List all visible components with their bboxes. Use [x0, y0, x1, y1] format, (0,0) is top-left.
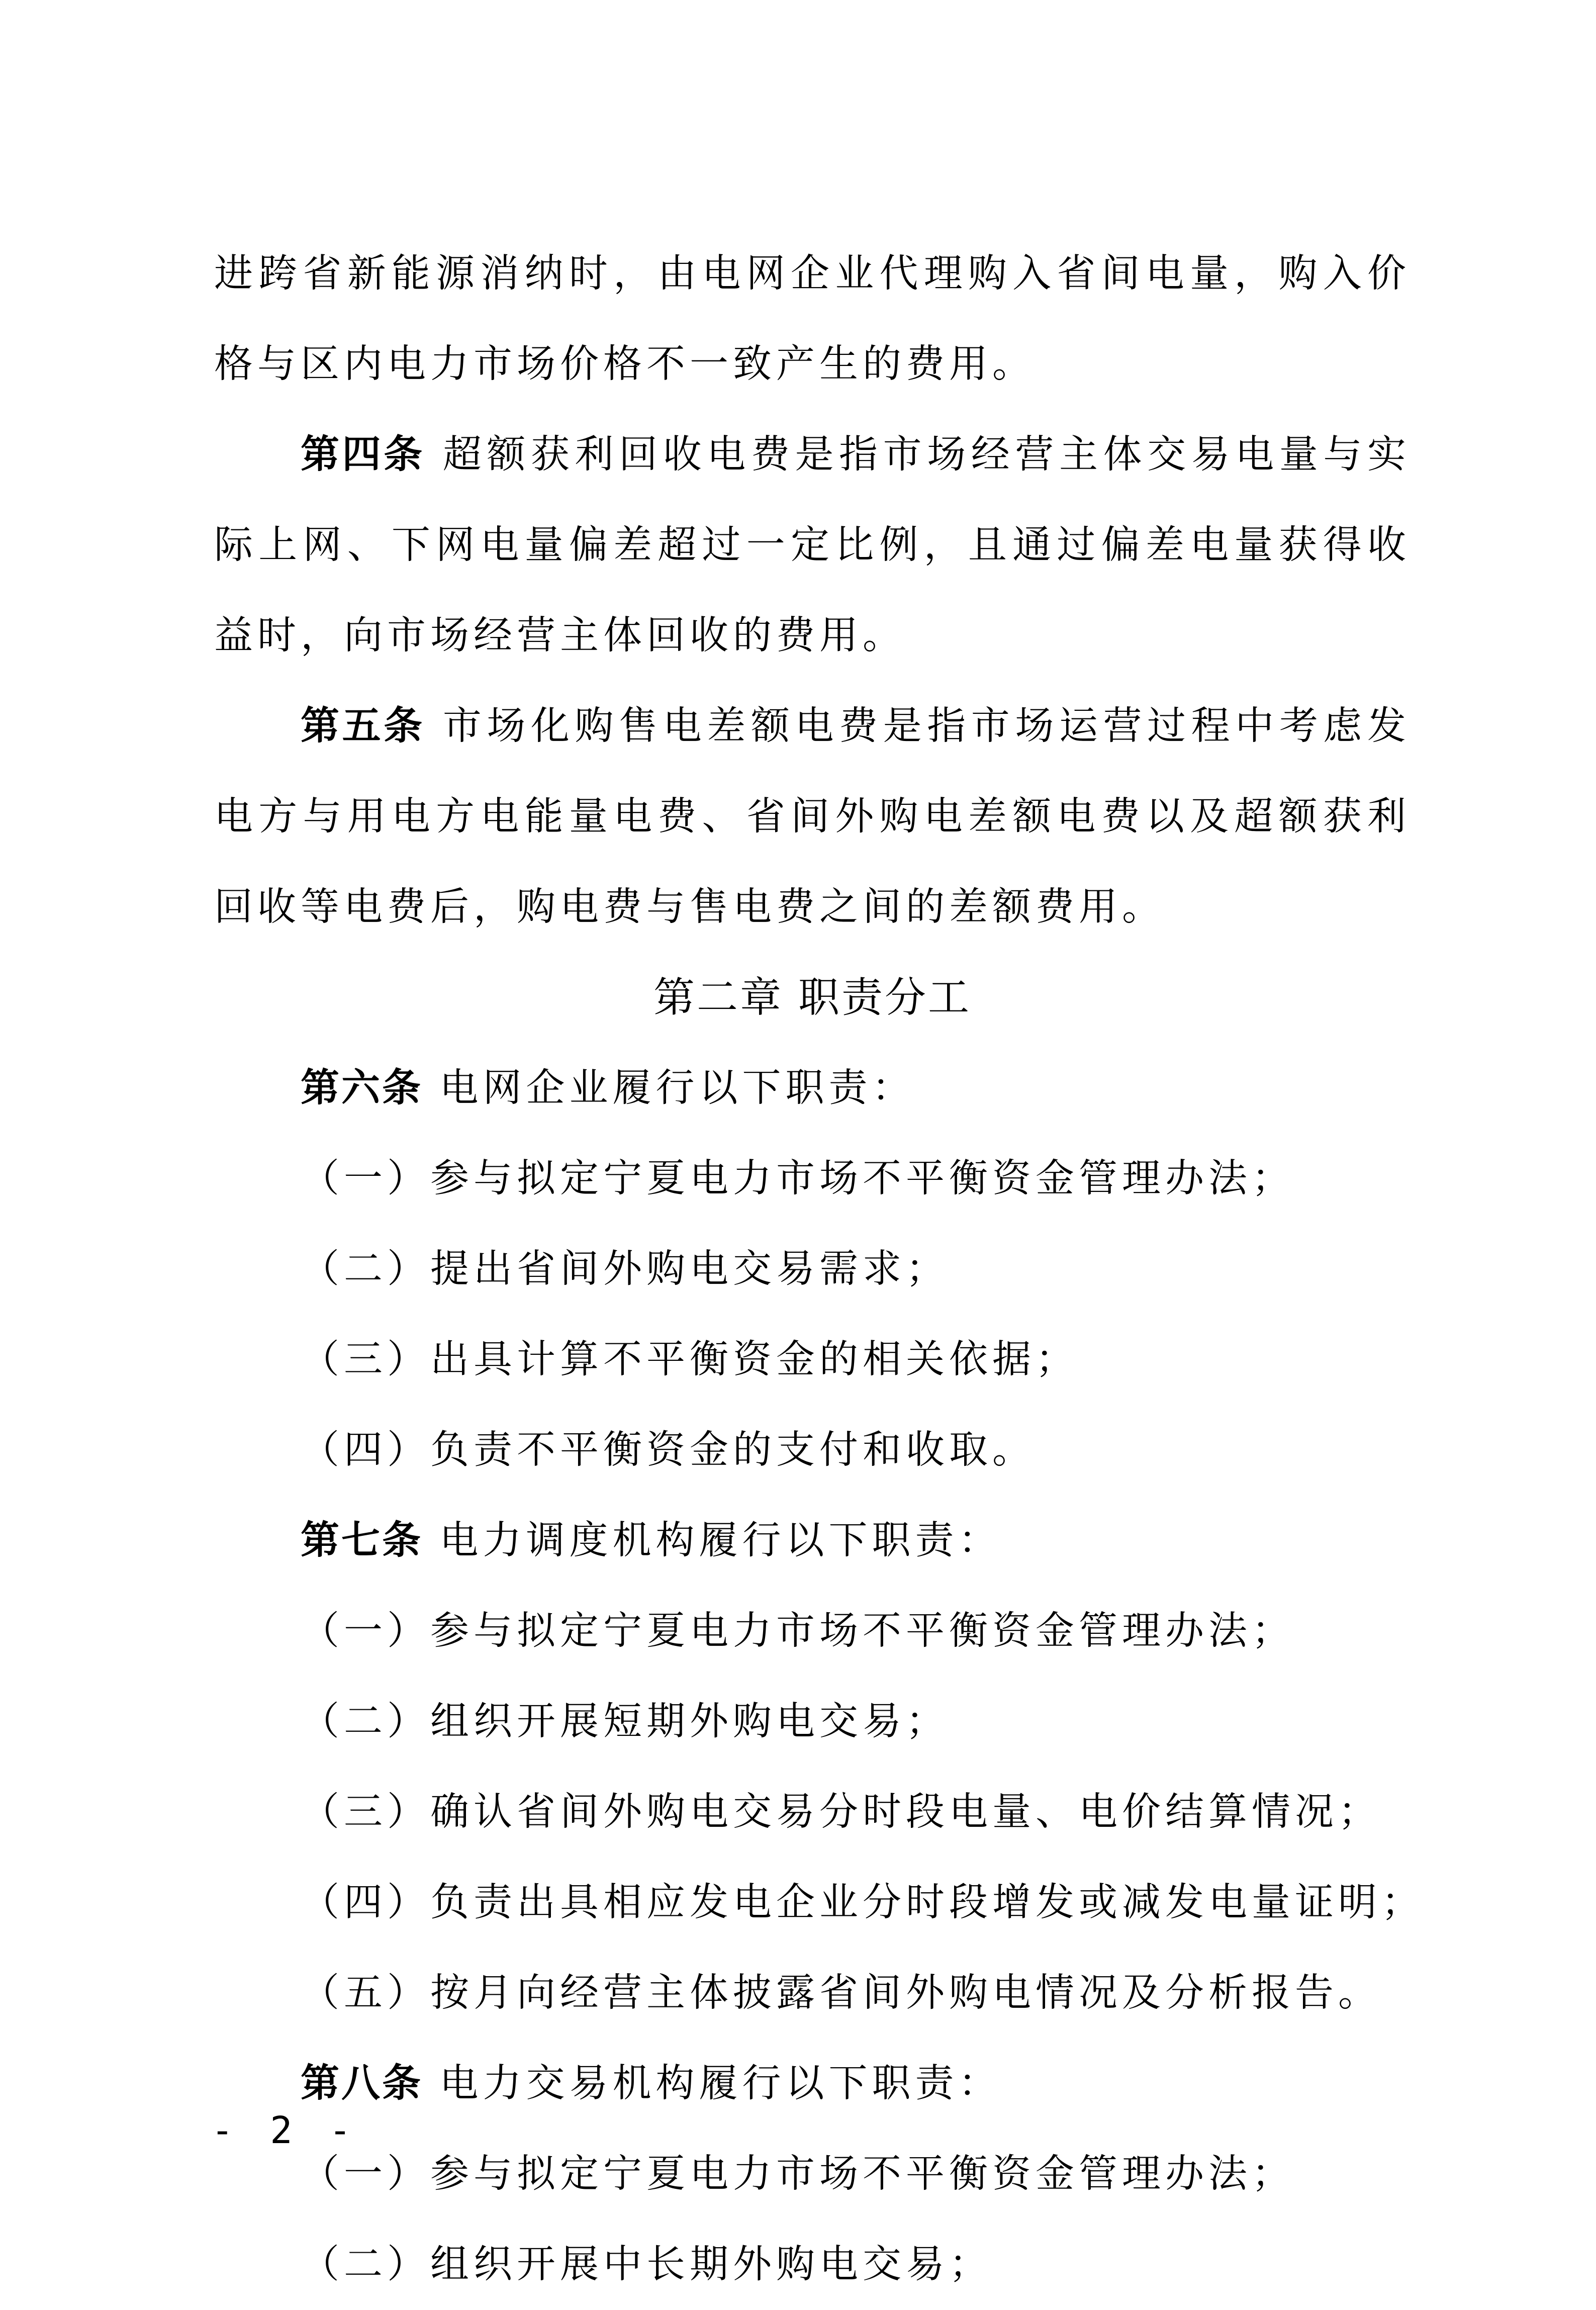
article-5-text: 市场化购售电差额电费是指市场运营过程中考虑发电方与用电方电能量电费、省间外购电差额电费以及超额获利回收等电费后，购电费与售电费之间的差额费用。 — [214, 704, 1411, 930]
chapter-title: 职责分工 — [798, 974, 972, 1022]
list-item: （五）按月向经营主体披露省间外购电情况及分析报告。 — [301, 1971, 1381, 2015]
paragraph-text: 进跨省新能源消纳时，由电网企业代理购入省间电量，购入价格与区内电力市场价格不一致产生的费用。 — [214, 251, 1411, 387]
list-item: （一）参与拟定宁夏电力市场不平衡资金管理办法； — [301, 2152, 1295, 2196]
chapter-number: 第二章 — [653, 974, 783, 1022]
article-5 — [214, 681, 1411, 953]
paragraph-continued — [214, 229, 1411, 410]
chapter-heading — [214, 953, 1411, 1043]
article-8-label: 第八条 — [301, 2061, 423, 2106]
list-item: （二）组织开展短期外购电交易； — [301, 1699, 949, 1744]
article-7-text: 电力调度机构履行以下职责： — [439, 1518, 1002, 1563]
article-8 — [214, 2039, 1411, 2129]
list-item: （二）提出省间外购电交易需求； — [301, 1247, 949, 1291]
list-item: （一）参与拟定宁夏电力市场不平衡资金管理办法； — [301, 1609, 1295, 1653]
article-5-label: 第五条 — [301, 704, 425, 749]
article-8-text: 电力交易机构履行以下职责： — [439, 2061, 1002, 2106]
list-item: （四）负责不平衡资金的支付和收取。 — [301, 1428, 1036, 1472]
article-4-text: 超额获利回收电费是指市场经营主体交易电量与实际上网、下网电量偏差超过一定比例，且通过偏差电量获得收益时，向市场经营主体回收的费用。 — [214, 432, 1411, 658]
page-number: - 2 - — [211, 2109, 358, 2152]
list-item: （四）负责出具相应发电企业分时段增发或减发电量证明； — [301, 1880, 1425, 1925]
article-7-label: 第七条 — [301, 1518, 423, 1563]
list-item: （三）确认省间外购电交易分时段电量、电价结算情况； — [301, 1790, 1381, 1834]
document-body — [214, 229, 1425, 2310]
list-item: （一）参与拟定宁夏电力市场不平衡资金管理办法； — [301, 1156, 1295, 1201]
article-6-label: 第六条 — [301, 1066, 423, 1111]
article-7 — [214, 1496, 1411, 1586]
article-6-text: 电网企业履行以下职责： — [439, 1066, 915, 1111]
article-6 — [214, 1043, 1411, 1134]
list-item: （三）出具计算不平衡资金的相关依据； — [301, 1337, 1079, 1382]
article-4-label: 第四条 — [301, 432, 425, 477]
article-4 — [214, 410, 1411, 681]
list-item: （二）组织开展中长期外购电交易； — [301, 2242, 992, 2287]
